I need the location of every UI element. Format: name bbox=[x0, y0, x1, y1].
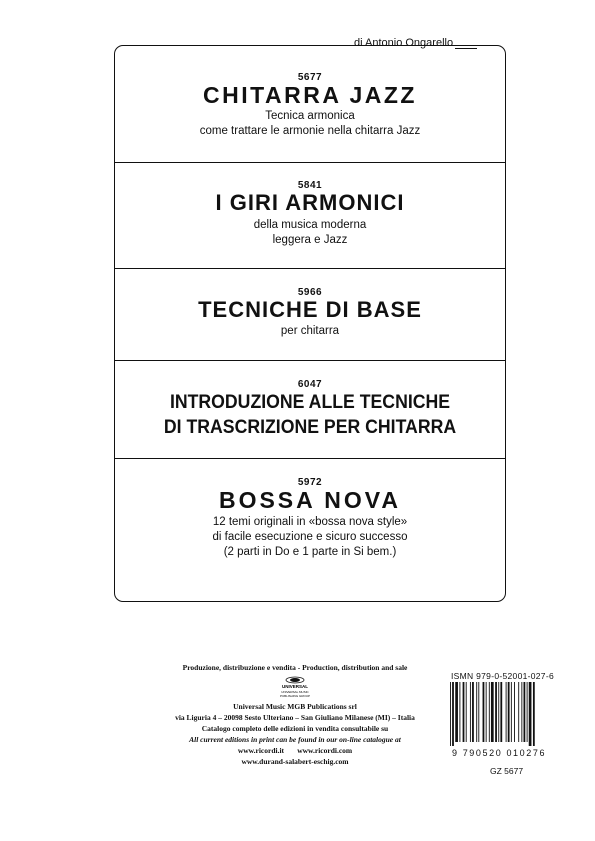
catalog-entry-chitarra-jazz bbox=[115, 72, 505, 139]
logo-text: UNIVERSAL bbox=[281, 684, 309, 689]
entry-title: BOSSA NOVA bbox=[218, 487, 402, 513]
website-link[interactable]: www.durand-salabert-eschig.com bbox=[241, 757, 349, 766]
entry-code: 5966 bbox=[297, 287, 323, 298]
catalog-entry-giri-armonici bbox=[115, 180, 505, 248]
entry-subtitle: 12 temi originali in «bossa nova style» bbox=[212, 516, 408, 528]
publisher-footer bbox=[150, 662, 440, 767]
universal-logo-icon bbox=[275, 675, 315, 699]
entry-title: I GIRI ARMONICI bbox=[215, 190, 405, 215]
divider bbox=[115, 162, 505, 163]
entry-title-line: DI TRASCRIZIONE PER CHITARRA bbox=[163, 417, 457, 438]
entry-code: 6047 bbox=[297, 379, 323, 390]
author-credit: di Antonio Ongarello bbox=[354, 37, 454, 49]
catalog-code: GZ 5677 bbox=[490, 766, 524, 776]
website-link[interactable]: www.ricordi.com bbox=[297, 746, 353, 755]
entry-code: 5677 bbox=[297, 72, 323, 83]
entry-subtitle: Tecnica armonica bbox=[265, 110, 355, 122]
entry-subtitle: come trattare le armonie nella chitarra Jazz bbox=[199, 125, 421, 137]
entry-title: CHITARRA JAZZ bbox=[203, 82, 417, 108]
entry-subtitle: per chitarra bbox=[280, 325, 340, 337]
entry-title-line: INTRODUZIONE ALLE TECNICHE bbox=[169, 392, 451, 413]
entry-subtitle: di facile esecuzione e sicuro successo bbox=[212, 531, 408, 543]
catalog-note-it: Catalogo completo delle edizioni in vendita consultabile su bbox=[201, 724, 389, 733]
entry-title: TECNICHE DI BASE bbox=[198, 297, 422, 322]
entry-subtitle: leggera e Jazz bbox=[272, 234, 348, 246]
website-link[interactable]: www.ricordi.it bbox=[237, 746, 285, 755]
divider bbox=[115, 458, 505, 459]
entry-code: 5841 bbox=[297, 180, 323, 191]
logo-text: PUBLISHING GROUP bbox=[279, 694, 311, 698]
production-line: Produzione, distribuzione e vendita - Production, distribution and sale bbox=[182, 663, 408, 672]
barcode-icon bbox=[448, 682, 552, 746]
catalog-entry-introduzione bbox=[115, 379, 505, 440]
entry-subtitle: della musica moderna bbox=[253, 219, 367, 231]
catalog-note-en: All current editions in print can be found in our on-line catalogue at bbox=[189, 735, 401, 744]
entry-subtitle: (2 parti in Do e 1 parte in Si bem.) bbox=[223, 546, 397, 558]
catalog-entry-tecniche-di-base bbox=[115, 287, 505, 339]
catalog-box bbox=[114, 45, 506, 602]
divider bbox=[115, 268, 505, 269]
company-address: via Liguria 4 – 20098 Sesto Ulteriano – San Giuliano Milanese (MI) – Italia bbox=[175, 713, 415, 722]
logo-text: UNIVERSAL MUSIC bbox=[281, 690, 309, 694]
entry-code: 5972 bbox=[297, 477, 323, 488]
divider bbox=[115, 360, 505, 361]
catalog-entry-bossa-nova bbox=[115, 477, 505, 560]
barcode-number: 9 790520 010276 bbox=[452, 748, 547, 758]
company-name: Universal Music MGB Publications srl bbox=[233, 702, 357, 711]
ismn-code: ISMN 979-0-52001-027-6 bbox=[451, 671, 554, 681]
